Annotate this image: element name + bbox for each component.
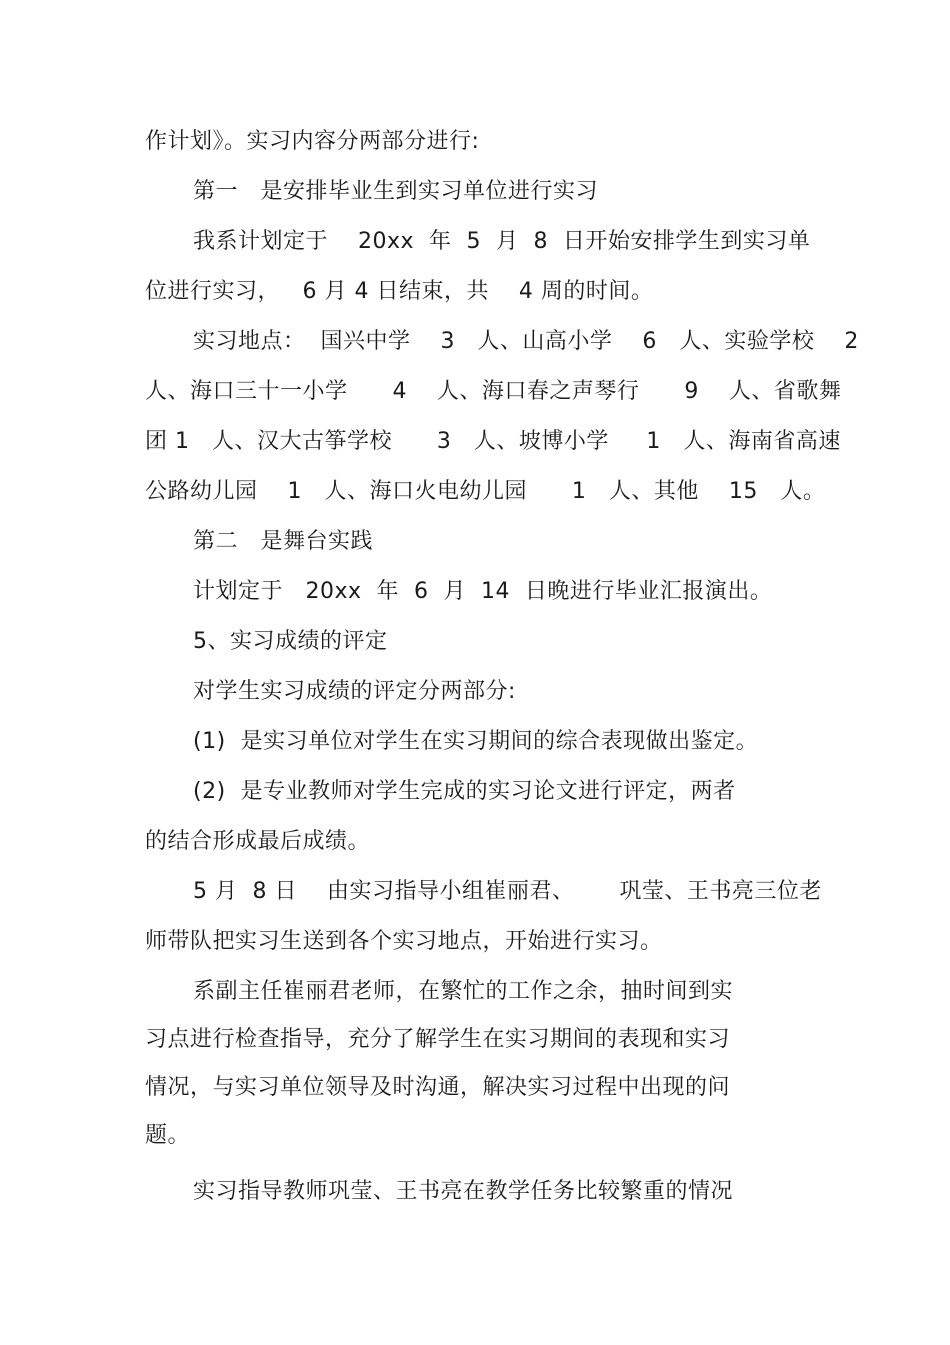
text-line: (2) 是专业教师对学生完成的实习论文进行评定，两者: [193, 779, 736, 804]
text-line: 作计划》。实习内容分两部分进行:: [145, 129, 480, 154]
text-line: 习点进行检查指导，充分了解学生在实习期间的表现和实习: [145, 1027, 731, 1052]
text-line: 公路幼儿园 1 人、海口火电幼儿园 1 人、其他 15 人。: [145, 479, 826, 504]
text-line: 系副主任崔丽君老师，在繁忙的工作之余，抽时间到实: [193, 979, 734, 1004]
text-line: 5、实习成绩的评定: [193, 629, 388, 654]
text-line: 计划定于 20xx 年 6 月 14 日晚进行毕业汇报演出。: [193, 579, 773, 604]
text-line: 师带队把实习生送到各个实习地点，开始进行实习。: [145, 929, 663, 954]
text-line: (1) 是实习单位对学生在实习期间的综合表现做出鉴定。: [193, 729, 759, 754]
text-line: 团 1 人、汉大古筝学校 3 人、坡博小学 1 人、海南省高速: [145, 429, 841, 454]
text-line: 位进行实习， 6 月 4 日结束，共 4 周的时间。: [145, 279, 654, 304]
text-line: 第二 是舞台实践: [193, 529, 373, 554]
text-line: 我系计划定于 20xx 年 5 月 8 日开始安排学生到实习单: [193, 229, 811, 254]
text-line: 人、海口三十一小学 4 人、海口春之声琴行 9 人、省歌舞: [145, 379, 842, 404]
text-line: 5 月 8 日 由实习指导小组崔丽君、 巩莹、王书亮三位老: [193, 879, 822, 904]
text-line: 第一 是安排毕业生到实习单位进行实习: [193, 179, 598, 204]
text-line: 对学生实习成绩的评定分两部分:: [193, 679, 516, 704]
text-line: 的结合形成最后成绩。: [145, 829, 371, 854]
text-line: 题。: [145, 1123, 191, 1148]
text-line: 实习地点： 国兴中学 3 人、山高小学 6 人、实验学校 2: [193, 329, 859, 354]
text-line: 实习指导教师巩莹、王书亮在教学任务比较繁重的情况: [193, 1179, 734, 1204]
text-line: 情况，与实习单位领导及时沟通，解决实习过程中出现的问: [145, 1075, 731, 1100]
